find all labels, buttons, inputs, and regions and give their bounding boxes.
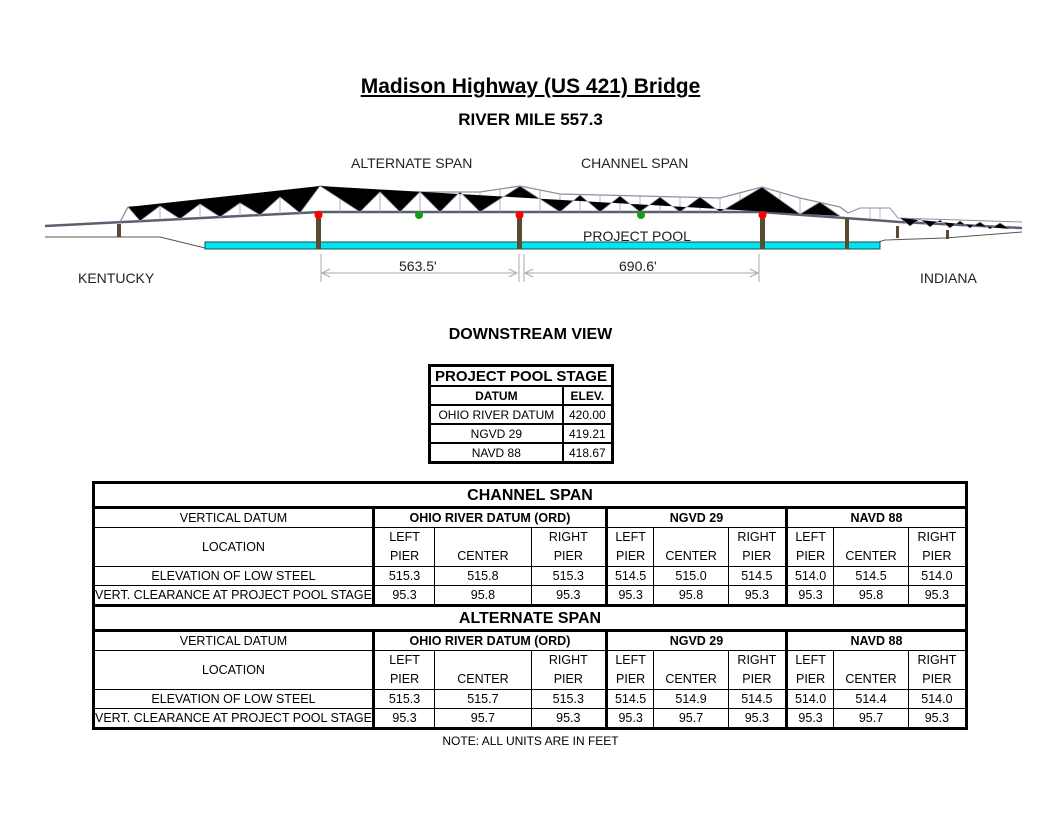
value-cell: 515.8 xyxy=(435,567,531,586)
loc-bottom: PIER xyxy=(742,672,772,686)
value-cell: 515.7 xyxy=(435,690,531,709)
channel-span-title: CHANNEL SPAN xyxy=(94,483,967,508)
pier-marker xyxy=(759,211,767,219)
loc-bottom: PIER xyxy=(742,549,772,563)
value-cell: 514.5 xyxy=(834,567,909,586)
datum-header: DATUM xyxy=(430,386,563,405)
value-cell: 95.8 xyxy=(654,586,729,606)
value-cell: 95.3 xyxy=(606,709,653,729)
center-marker xyxy=(415,211,423,219)
bridge-elevation-diagram xyxy=(0,145,1061,295)
kentucky-label: KENTUCKY xyxy=(78,270,155,286)
value-cell: 95.7 xyxy=(834,709,909,729)
value-cell: 95.3 xyxy=(373,709,434,729)
table-row xyxy=(94,690,967,709)
value-cell: 95.3 xyxy=(373,586,434,606)
pier xyxy=(845,218,849,249)
loc-top: RIGHT xyxy=(917,530,957,544)
row-label: VERT. CLEARANCE AT PROJECT POOL STAGE xyxy=(94,709,374,729)
value-cell: 95.8 xyxy=(834,586,909,606)
alternate-span-label: ALTERNATE SPAN xyxy=(351,155,473,171)
pier xyxy=(316,215,321,249)
elev-cell: 420.00 xyxy=(563,405,613,424)
loc-top: RIGHT xyxy=(737,653,777,667)
loc-top: LEFT xyxy=(615,530,646,544)
row-label: ELEVATION OF LOW STEEL xyxy=(94,690,374,709)
channel-span-label: CHANNEL SPAN xyxy=(581,155,689,171)
table-row xyxy=(430,443,613,463)
value-cell: 515.3 xyxy=(531,567,606,586)
datum-ord: OHIO RIVER DATUM (ORD) xyxy=(373,508,606,528)
loc-bottom: CENTER xyxy=(665,549,717,563)
elev-header: ELEV. xyxy=(563,386,613,405)
value-cell: 515.3 xyxy=(373,690,434,709)
value-cell: 514.0 xyxy=(908,567,966,586)
alternate-span-title: ALTERNATE SPAN xyxy=(94,606,967,631)
value-cell: 514.4 xyxy=(834,690,909,709)
value-cell: 95.3 xyxy=(728,586,786,606)
datum-ord: OHIO RIVER DATUM (ORD) xyxy=(373,631,606,651)
bridge-drawing xyxy=(0,145,1061,295)
value-cell: 514.5 xyxy=(606,567,653,586)
project-pool-stage-table xyxy=(428,364,614,464)
project-pool-water xyxy=(205,242,880,249)
value-cell: 95.3 xyxy=(786,586,833,606)
pier xyxy=(117,224,121,237)
loc-bottom: PIER xyxy=(922,549,952,563)
value-cell: 95.3 xyxy=(786,709,833,729)
value-cell: 514.0 xyxy=(908,690,966,709)
value-cell: 515.3 xyxy=(531,690,606,709)
loc-top: LEFT xyxy=(389,530,420,544)
value-cell: 514.5 xyxy=(728,690,786,709)
value-cell: 514.5 xyxy=(728,567,786,586)
loc-top: LEFT xyxy=(389,653,420,667)
clearance-table xyxy=(92,481,968,730)
loc-bottom: CENTER xyxy=(457,549,509,563)
row-label: ELEVATION OF LOW STEEL xyxy=(94,567,374,586)
loc-bottom: PIER xyxy=(553,549,583,563)
value-cell: 95.8 xyxy=(435,586,531,606)
pier xyxy=(760,215,765,249)
loc-bottom: PIER xyxy=(389,672,420,686)
table-row xyxy=(94,709,967,729)
pier-marker xyxy=(516,211,524,219)
value-cell: 514.0 xyxy=(786,690,833,709)
loc-bottom: PIER xyxy=(616,672,646,686)
project-pool-label: PROJECT POOL xyxy=(583,228,691,244)
loc-top: RIGHT xyxy=(548,653,588,667)
elev-cell: 418.67 xyxy=(563,443,613,463)
pier xyxy=(896,226,899,238)
loc-bottom: PIER xyxy=(616,549,646,563)
loc-top: RIGHT xyxy=(737,530,777,544)
loc-top: LEFT xyxy=(795,653,826,667)
loc-top: RIGHT xyxy=(548,530,588,544)
loc-bottom: CENTER xyxy=(845,672,897,686)
elev-cell: 419.21 xyxy=(563,424,613,443)
pool-table-title: PROJECT POOL STAGE xyxy=(430,366,613,387)
value-cell: 514.9 xyxy=(654,690,729,709)
table-row xyxy=(430,405,613,424)
page-title-text: Madison Highway (US 421) Bridge xyxy=(360,75,701,98)
pier-marker xyxy=(315,211,323,219)
loc-bottom: PIER xyxy=(796,549,826,563)
location-label: LOCATION xyxy=(94,528,374,567)
location-label: LOCATION xyxy=(94,651,374,690)
value-cell: 95.3 xyxy=(908,709,966,729)
value-cell: 514.5 xyxy=(606,690,653,709)
datum-navd88: NAVD 88 xyxy=(786,508,966,528)
value-cell: 515.0 xyxy=(654,567,729,586)
vertical-datum-label: VERTICAL DATUM xyxy=(94,631,374,651)
value-cell: 95.3 xyxy=(531,586,606,606)
loc-top: LEFT xyxy=(795,530,826,544)
value-cell: 95.3 xyxy=(531,709,606,729)
indiana-label: INDIANA xyxy=(920,270,977,286)
table-row xyxy=(94,567,967,586)
value-cell: 95.3 xyxy=(908,586,966,606)
loc-bottom: PIER xyxy=(796,672,826,686)
loc-bottom: PIER xyxy=(922,672,952,686)
datum-ngvd29: NGVD 29 xyxy=(606,508,786,528)
view-label: DOWNSTREAM VIEW xyxy=(448,326,613,343)
loc-bottom: CENTER xyxy=(665,672,717,686)
loc-bottom: CENTER xyxy=(457,672,509,686)
loc-bottom: CENTER xyxy=(845,549,897,563)
value-cell: 95.7 xyxy=(654,709,729,729)
loc-top: RIGHT xyxy=(917,653,957,667)
loc-top: LEFT xyxy=(615,653,646,667)
loc-bottom: PIER xyxy=(553,672,583,686)
page-title xyxy=(0,75,1061,99)
center-marker xyxy=(637,211,645,219)
datum-navd88: NAVD 88 xyxy=(786,631,966,651)
units-note: NOTE: ALL UNITS ARE IN FEET xyxy=(442,734,619,748)
datum-cell: NAVD 88 xyxy=(430,443,563,463)
river-mile: RIVER MILE 557.3 xyxy=(458,110,603,129)
loc-bottom: PIER xyxy=(389,549,420,563)
value-cell: 95.3 xyxy=(728,709,786,729)
value-cell: 95.3 xyxy=(606,586,653,606)
vertical-datum-label: VERTICAL DATUM xyxy=(94,508,374,528)
channel-span-length: 690.6' xyxy=(619,258,657,274)
alternate-span-length: 563.5' xyxy=(399,258,437,274)
table-row xyxy=(430,424,613,443)
pier xyxy=(946,230,949,239)
datum-ngvd29: NGVD 29 xyxy=(606,631,786,651)
datum-cell: NGVD 29 xyxy=(430,424,563,443)
value-cell: 515.3 xyxy=(373,567,434,586)
value-cell: 514.0 xyxy=(786,567,833,586)
datum-cell: OHIO RIVER DATUM xyxy=(430,405,563,424)
table-row xyxy=(94,586,967,606)
row-label: VERT. CLEARANCE AT PROJECT POOL STAGE xyxy=(94,586,374,606)
pier xyxy=(517,215,522,249)
value-cell: 95.7 xyxy=(435,709,531,729)
